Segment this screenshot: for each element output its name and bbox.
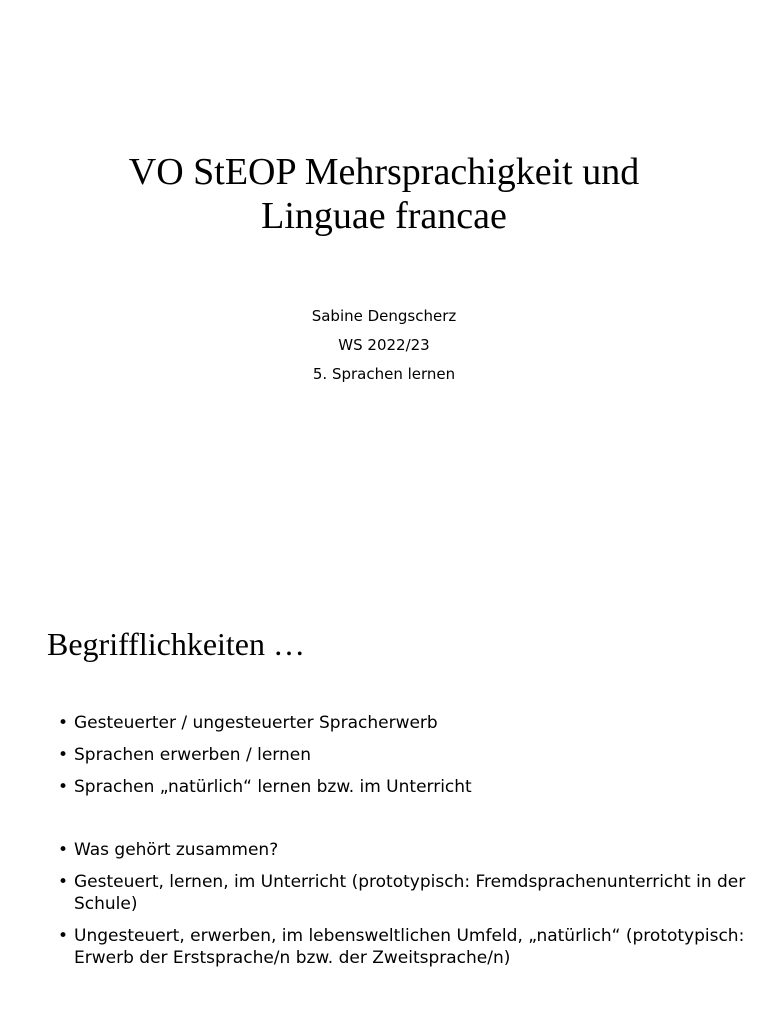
bullet-item <box>58 712 748 734</box>
bullet-text: Gesteuerter / ungesteuerter Spracherwerb <box>74 713 438 733</box>
bullet-item <box>58 776 748 798</box>
bullet-icon: • <box>58 777 69 797</box>
bullet-item <box>58 744 748 766</box>
bullet-text: Sprachen erwerben / lernen <box>74 745 311 765</box>
bullet-text: Ungesteuert, erwerben, im lebensweltlichen Umfeld, „natürlich“ (prototypisch: Erwerb der Erstsprache/n bzw. der Zweitsprache/n) <box>74 926 745 968</box>
slide-subtitle <box>0 302 768 389</box>
content-slide <box>0 512 768 1024</box>
bullet-icon: • <box>58 745 69 765</box>
bullet-icon: • <box>58 872 69 892</box>
bullet-icon: • <box>58 713 69 733</box>
session-title: 5. Sprachen lernen <box>312 365 456 383</box>
semester: WS 2022/23 <box>338 336 430 354</box>
slide-title-line-2: Linguae francae <box>261 195 507 237</box>
bullet-text: Sprachen „natürlich“ lernen bzw. im Unterricht <box>74 777 472 797</box>
author-name: Sabine Dengscherz <box>311 307 457 325</box>
slide-heading: Begrifflichkeiten … <box>47 626 305 662</box>
slide-title-line-1: VO StEOP Mehrsprachigkeit und <box>128 151 640 193</box>
slide-title <box>40 150 728 238</box>
bullet-item <box>58 839 748 861</box>
bullet-text: Gesteuert, lernen, im Unterricht (prototypisch: Fremdsprachenunterricht in der Schule) <box>74 872 746 914</box>
bullet-icon: • <box>58 840 69 860</box>
bullet-list <box>58 712 748 979</box>
bullet-item <box>58 871 748 915</box>
bullet-item <box>58 925 748 969</box>
bullet-icon: • <box>58 926 69 946</box>
bullet-text: Was gehört zusammen? <box>74 840 279 860</box>
